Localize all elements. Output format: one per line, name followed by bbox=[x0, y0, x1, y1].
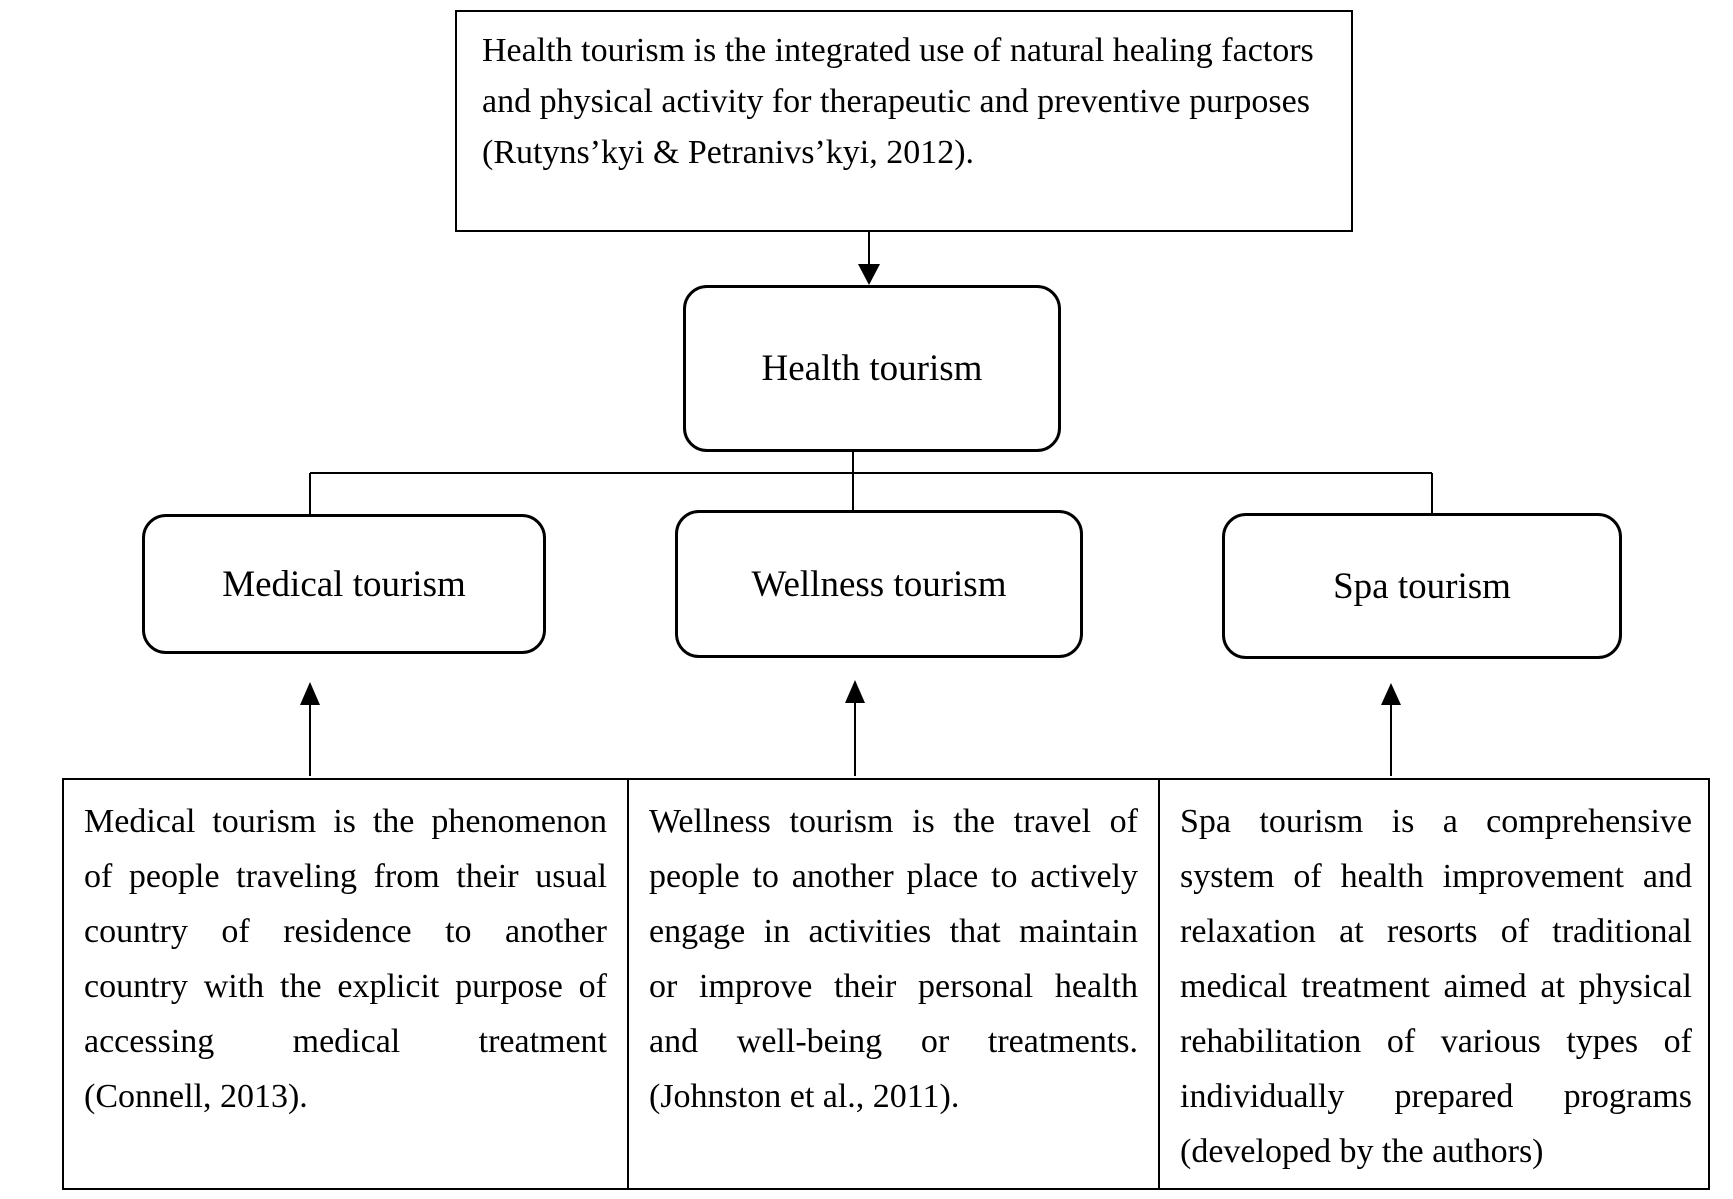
node-medical-tourism bbox=[142, 514, 546, 654]
up-arrow-right-head bbox=[1381, 683, 1401, 705]
node-health-tourism bbox=[683, 285, 1061, 452]
definitions-table bbox=[62, 778, 1710, 1190]
up-arrow-middle-head bbox=[845, 680, 865, 703]
top-definition-box: Health tourism is the integrated use of natural healing factors and physical activity for therapeutic and preventive purposes (Rutyns’kyi & Petranivs’kyi, 2012). bbox=[455, 10, 1353, 232]
up-arrow-left-head bbox=[300, 682, 320, 705]
node-wellness-tourism-label: Wellness tourism bbox=[751, 563, 1007, 605]
node-spa-tourism bbox=[1222, 513, 1622, 659]
spa-tourism-definition: Spa tourism is a comprehensive system of health improvement and relaxation at resorts of traditional medical treatment aimed at physical rehabilitation of various types of individually prepared programs (developed by the authors) bbox=[1180, 803, 1692, 1170]
node-medical-tourism-label: Medical tourism bbox=[222, 563, 466, 605]
node-wellness-tourism bbox=[675, 510, 1083, 658]
medical-tourism-definition: Medical tourism is the phenomenon of people traveling from their usual country of residence to another country with the explicit purpose of accessing medical treatment (Connell, 2013). bbox=[64, 780, 629, 1188]
node-health-tourism-label: Health tourism bbox=[761, 348, 983, 389]
top-arrow-head bbox=[858, 264, 880, 285]
wellness-tourism-definition: Wellness tourism is the travel of people to another place to actively engage in activities that maintain or improve their personal health and well-being or treatments. (Johnston et al., 2011). bbox=[629, 780, 1160, 1188]
node-spa-tourism-label: Spa tourism bbox=[1333, 565, 1511, 607]
